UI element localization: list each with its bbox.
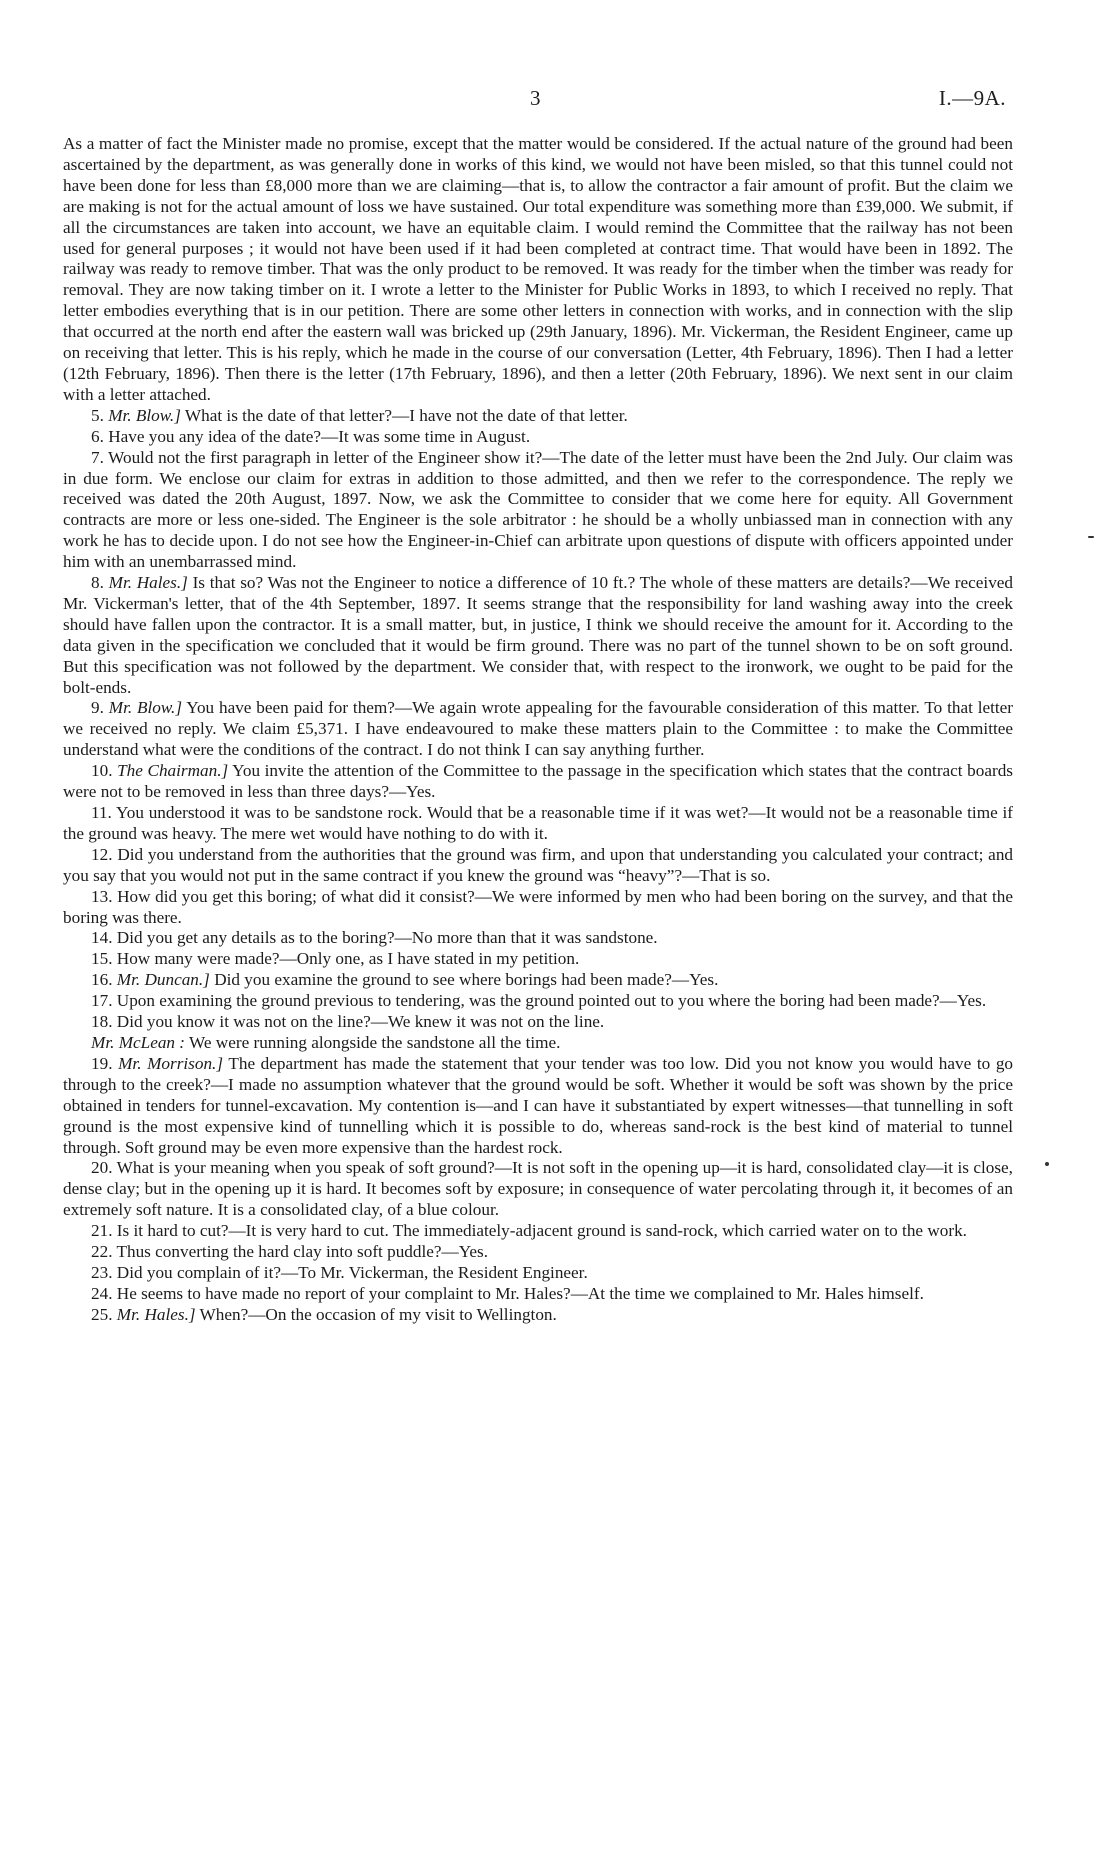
speaker-name: Mr. Blow.] (108, 405, 181, 425)
speaker-name: Mr. Blow.] (108, 698, 183, 718)
speaker-name: Mr. McLean : (91, 1032, 186, 1052)
paragraph-text: How many were made?—Only one, as I have stated in my petition. (116, 949, 580, 969)
paragraph (63, 1284, 1013, 1305)
paragraph-text: Did you examine the ground to see where borings had been made?—Yes. (209, 970, 719, 990)
paragraph (63, 448, 1013, 573)
paragraph (63, 970, 1013, 991)
paragraph-text: You invite the attention of the Committee to the passage in the specification which states that the contract boards were not to be removed in less than three days?—Yes. (63, 761, 1014, 802)
question-number: 22. (91, 1242, 113, 1262)
speaker-name: Mr. Hales.] (108, 573, 188, 593)
paragraph (63, 1033, 1013, 1054)
question-number: 13. (91, 886, 113, 906)
paragraph-text: Would not the first paragraph in letter of the Engineer show it?—The date of the letter must have been the 2nd July. Our claim was in due form. We enclose our claim for extras in addition to those admitted, and then we refer to the correspondence. The reply we received was dated the 20th August, 1897. Now, we ask the Committee to consider that we come here for equity. All Government contracts are more or less one-sided. The Engineer is the sole arbitrator : he should be a wholly unbiassed man in connection with any work he has to decide upon. I do not see how the Engineer-in-Chief can arbitrate upon questions of dispute with officers appointed under him with an unembarrassed mind. (63, 447, 1013, 572)
paragraph (63, 845, 1013, 887)
paragraph (63, 134, 1013, 406)
question-number: 14. (91, 928, 113, 948)
paragraph-text: When?—On the occasion of my visit to Wellington. (195, 1304, 557, 1324)
question-number: 9. (91, 698, 104, 718)
paragraph (63, 1054, 1013, 1159)
paragraph-text: You understood it was to be sandstone rock. Would that be a reasonable time if it was wet?—It would not be a reasonable time if the ground was heavy. The mere wet would have nothing to do with it. (63, 803, 1013, 843)
paragraph-text: Did you complain of it?—To Mr. Vickerman, the Resident Engineer. (116, 1262, 588, 1282)
paragraph (63, 1305, 1013, 1326)
paragraph (63, 928, 1013, 949)
question-number: 20. (91, 1158, 113, 1178)
question-number: 24. (91, 1283, 113, 1303)
paragraph-text: He seems to have made no report of your complaint to Mr. Hales?—At the time we complained to Mr. Hales himself. (116, 1283, 924, 1303)
page-number: 3 (530, 86, 541, 110)
paragraph-text: Did you understand from the authorities that the ground was firm, and upon that understanding you calculated your contract; and you say that you would not put in the same contract if you knew the ground was “heavy”?—That is so. (63, 844, 1014, 885)
question-number: 12. (91, 844, 113, 864)
question-number: 23. (91, 1262, 113, 1282)
question-number: 15. (91, 949, 113, 969)
paragraph (63, 573, 1013, 698)
question-number: 8. (91, 573, 104, 593)
paragraph-text: We were running alongside the sandstone all the time. (185, 1032, 561, 1052)
stray-mark (1088, 536, 1094, 538)
document-body (63, 134, 1013, 1326)
question-number: 25. (91, 1304, 113, 1324)
paragraph-text: Upon examining the ground previous to tendering, was the ground pointed out to you where the boring had been made?—Yes. (116, 991, 987, 1011)
question-number: 10. (91, 761, 113, 781)
paragraph (63, 1221, 1013, 1242)
question-number: 6. (91, 426, 104, 446)
paragraph-text: You have been paid for them?—We again wrote appealing for the favourable consideration of this matter. To that letter we received no reply. We claim £5,371. I have endeavoured to make these matters plain to the Committee : to make the Committee understand what were the conditions of the contract. I do not think I can say anything further. (63, 698, 1014, 760)
paragraph (63, 427, 1013, 448)
document-reference: I.—9A. (938, 86, 1006, 110)
paragraph (63, 1158, 1013, 1221)
paragraph (63, 803, 1013, 845)
question-number: 21. (91, 1221, 113, 1241)
speaker-name: Mr. Hales.] (116, 1304, 196, 1324)
paragraph-text: Thus converting the hard clay into soft puddle?—Yes. (116, 1242, 489, 1262)
question-number: 5. (91, 405, 104, 425)
question-number: 16. (91, 970, 113, 990)
speaker-name: Mr. Duncan.] (116, 970, 210, 990)
stray-mark (1045, 1162, 1049, 1166)
paragraph (63, 406, 1013, 427)
paragraph-text: The department has made the statement that your tender was too low. Did you not know you would have to go through to the creek?—I made no assumption whatever that the ground would be soft. Whether it would be soft was shown by the price obtained in tenders for tunnel-excavation. My contention is—and I can have it substantiated by expert witnesses—that tunnelling in soft ground is the most expensive kind of tunnelling which it is possible to do, whereas sand-rock is the best kind of material to tunnel through. Soft ground may be even more expensive than the hardest rock. (63, 1053, 1014, 1157)
paragraph-text: Is that so? Was not the Engineer to notice a difference of 10 ft.? The whole of these matters are details?—We received Mr. Vickerman's letter, that of the 4th September, 1897. It seems strange that the responsibility for land washing away into the creek should have fallen upon the contractor. It is a small matter, but, in justice, I think we should receive the amount for it. According to the data given in the specification we concluded that it would be firm ground. There was no part of the tunnel shown to be on soft ground. But this specification was not followed by the department. We consider that, with respect to the ironwork, we ought to be paid for the bolt-ends. (63, 573, 1014, 697)
question-number: 19. (91, 1053, 113, 1073)
paragraph-text: What is the date of that letter?—I have not the date of that letter. (180, 405, 628, 425)
paragraph-text: As a matter of fact the Minister made no promise, except that the matter would be considered. If the actual nature of the ground had been ascertained by the department, as was generally done in works of this kind, we would not have been misled, so that this tunnel could not have been done for less than £8,000 more than we are claiming—that is, to allow the contractor a fair amount of profit. But the claim we are making is not for the actual amount of loss we have sustained. Our total expenditure was something more than £39,000. We submit, if all the circumstances are taken into account, we have an equitable claim. I would remind the Committee that the railway has not been used for general purposes ; it would not have been used if it had been completed at contract time. That would have been in 1892. The railway was ready to remove timber. That was the only product to be removed. It was ready for the timber when the timber was ready for removal. They are now taking timber on it. I wrote a letter to the Minister for Public Works in 1893, to which I received no reply. That letter embodies everything that is in our petition. There are some other letters in connection with works, and in connection with the slip that occurred at the north end after the eastern wall was bricked up (29th January, 1896). Mr. Vickerman, the Resident Engineer, came up on receiving that letter. This is his reply, which he made in the course of our conversation (Letter, 4th February, 1896). Then I had a letter (12th February, 1896). Then there is the letter (17th February, 1896), and then a letter (20th February, 1896). We next sent in our claim with a letter attached. (63, 134, 1013, 404)
paragraph (63, 887, 1013, 929)
paragraph-text: What is your meaning when you speak of soft ground?—It is not soft in the opening up—it is hard, consolidated clay—it is close, dense clay; but in the opening up it is hard. It becomes soft by exposure; in consequence of water percolating through it, it becomes of an extremely soft nature. It is a consolidated clay, of a blue colour. (63, 1158, 1013, 1220)
paragraph-text: Have you any idea of the date?—It was some time in August. (108, 426, 531, 446)
paragraph-text: How did you get this boring; of what did it consist?—We were informed by men who had been boring on the survey, and that the boring was there. (63, 886, 1013, 927)
paragraph (63, 991, 1013, 1012)
paragraph-text: Is it hard to cut?—It is very hard to cut. The immediately-adjacent ground is sand-rock, which carried water on to the work. (116, 1221, 967, 1241)
question-number: 11. (91, 803, 112, 822)
question-number: 18. (91, 1012, 113, 1032)
question-number: 17. (91, 991, 113, 1011)
paragraph-text: Did you know it was not on the line?—We knew it was not on the line. (116, 1012, 605, 1032)
paragraph (63, 1263, 1013, 1284)
page-header (0, 86, 1114, 116)
paragraph (63, 698, 1013, 761)
question-number: 7. (91, 447, 104, 467)
speaker-name: Mr. Morrison.] (118, 1053, 224, 1073)
paragraph (63, 761, 1013, 803)
paragraph (63, 1012, 1013, 1033)
speaker-name: The Chairman.] (117, 761, 229, 781)
paragraph (63, 949, 1013, 970)
paragraph (63, 1242, 1013, 1263)
paragraph-text: Did you get any details as to the boring?—No more than that it was sandstone. (116, 928, 658, 948)
